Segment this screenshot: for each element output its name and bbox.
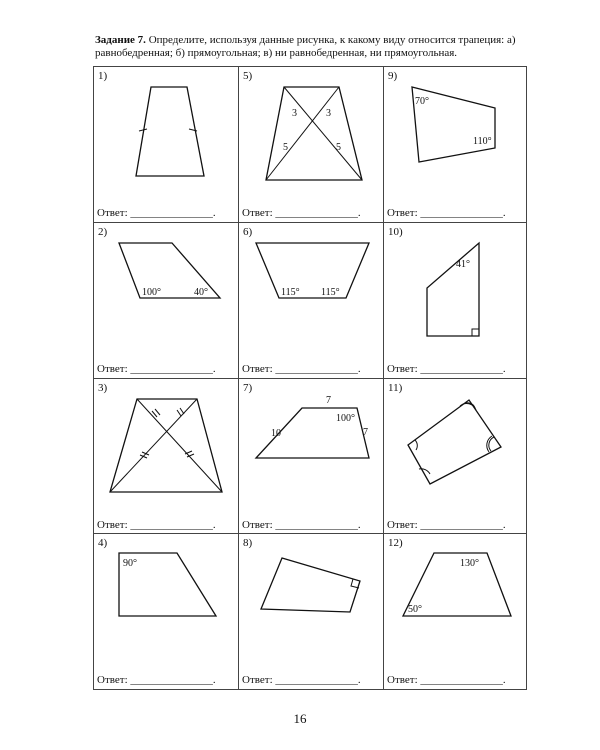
figure-cell-11 xyxy=(384,379,528,535)
figure-number: 1) xyxy=(98,70,108,82)
figure-cell-7 xyxy=(239,379,383,535)
answer-line[interactable]: Ответ: _______________. xyxy=(97,674,216,686)
trapezoid-figure xyxy=(384,379,528,535)
answer-line[interactable]: Ответ: _______________. xyxy=(242,207,361,219)
figure-number: 10) xyxy=(388,226,403,238)
segment-label: 3 xyxy=(326,108,331,119)
task-statement xyxy=(95,34,535,60)
figure-number: 11) xyxy=(388,382,403,394)
trapezoid-figure xyxy=(239,379,383,535)
task-text: Определите, используя данные рисунка, к какому виду относится трапеция: а) равнобедренная; б) прямоугольная; в) ни равнобедренная, ни прямоугольная. xyxy=(95,34,516,59)
page-number: 16 xyxy=(293,711,307,726)
angle-label: 40° xyxy=(194,287,208,298)
angle-label: 70° xyxy=(415,96,429,107)
angle-label: 115° xyxy=(281,287,300,298)
trapezoid-figure xyxy=(239,223,383,379)
figure-number: 7) xyxy=(243,382,253,394)
figure-cell-2 xyxy=(94,223,238,379)
trapezoid-figure xyxy=(94,534,238,690)
figure-cell-6 xyxy=(239,223,383,379)
figure-cell-4 xyxy=(94,534,238,690)
trapezoid-figure xyxy=(239,534,383,690)
angle-label: 100° xyxy=(142,287,161,298)
figure-cell-1 xyxy=(94,67,238,223)
answer-line[interactable]: Ответ: _______________. xyxy=(242,363,361,375)
figure-number: 5) xyxy=(243,70,253,82)
angle-label: 100° xyxy=(336,413,355,424)
answer-line[interactable]: Ответ: _______________. xyxy=(387,674,506,686)
segment-label: 3 xyxy=(292,108,297,119)
angle-label: 110° xyxy=(473,136,492,147)
answer-line[interactable]: Ответ: _______________. xyxy=(242,519,361,531)
answer-line[interactable]: Ответ: _______________. xyxy=(97,519,216,531)
angle-label: 50° xyxy=(408,604,422,615)
figure-number: 8) xyxy=(243,537,253,549)
trapezoid-figure xyxy=(94,67,238,223)
answer-line[interactable]: Ответ: _______________. xyxy=(97,363,216,375)
figure-number: 12) xyxy=(388,537,403,549)
answer-line[interactable]: Ответ: _______________. xyxy=(97,207,216,219)
segment-label: 7 xyxy=(363,427,368,438)
figure-cell-3 xyxy=(94,379,238,535)
figure-number: 2) xyxy=(98,226,108,238)
angle-label: 90° xyxy=(123,558,137,569)
figure-number: 9) xyxy=(388,70,398,82)
figure-grid xyxy=(93,66,527,690)
angle-label: 41° xyxy=(456,259,470,270)
trapezoid-figure xyxy=(239,67,383,223)
segment-label: 5 xyxy=(336,142,341,153)
figure-cell-10 xyxy=(384,223,528,379)
figure-cell-8 xyxy=(239,534,383,690)
trapezoid-figure xyxy=(384,67,528,223)
figure-number: 6) xyxy=(243,226,253,238)
segment-label: 7 xyxy=(326,395,331,406)
angle-label: 115° xyxy=(321,287,340,298)
figure-cell-5 xyxy=(239,67,383,223)
segment-label: 10 xyxy=(271,428,281,439)
answer-line[interactable]: Ответ: _______________. xyxy=(387,519,506,531)
answer-line[interactable]: Ответ: _______________. xyxy=(242,674,361,686)
figure-cell-9 xyxy=(384,67,528,223)
trapezoid-figure xyxy=(384,534,528,690)
figure-cell-12 xyxy=(384,534,528,690)
figure-number: 4) xyxy=(98,537,108,549)
segment-label: 5 xyxy=(283,142,288,153)
task-label: Задание 7. xyxy=(95,34,146,46)
answer-line[interactable]: Ответ: _______________. xyxy=(387,207,506,219)
angle-label: 130° xyxy=(460,558,479,569)
trapezoid-figure xyxy=(94,223,238,379)
trapezoid-figure xyxy=(94,379,238,535)
answer-line[interactable]: Ответ: _______________. xyxy=(387,363,506,375)
trapezoid-figure xyxy=(384,223,528,379)
figure-number: 3) xyxy=(98,382,108,394)
